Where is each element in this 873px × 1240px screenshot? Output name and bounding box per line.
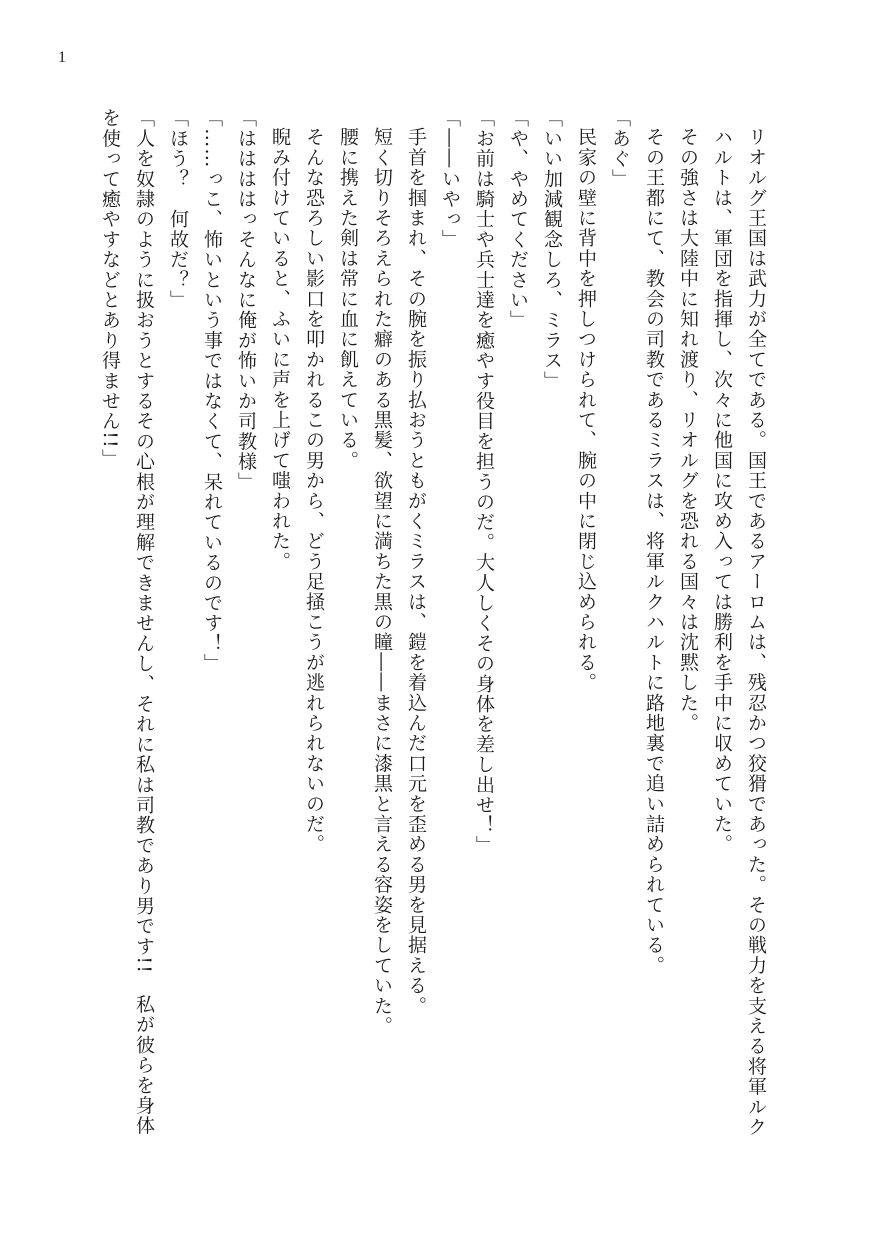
dialogue-line: 「ははははっそんなに俺が怖いか司教様」 <box>235 108 257 492</box>
paragraph: その王都にて、教会の司教であるミラスは、将軍ルクハルトに路地裏で追い詰められている。 <box>643 127 665 976</box>
paragraph: 手首を掴まれ、その腕を振り払おうともがくミラスは、鎧を着込んだ口元を歪める男を見据える。 <box>405 127 427 1016</box>
dialogue-line: 「いい加減観念しろ、ミラス」 <box>541 108 563 391</box>
dialogue-line: 「お前は騎士や兵士達を癒やす役目を担うのだ。大人しくその身体を差し出せ！」 <box>473 108 495 856</box>
paragraph: 民家の壁に背中を押しつけられて、腕の中に閉じ込められる。 <box>575 127 597 693</box>
dialogue-line: 「人を奴隷のように扱おうとするその心根が理解できませんし、それに私は司教であり男です!! 私が彼らを身体を使って癒やすなどとあり得ません!!」 <box>99 108 155 1136</box>
paragraph: リオルグ王国は武力が全てである。国王であるアーロムは、残忍かつ狡猾であった。その戦力を支える将軍ルクハルトは、軍団を指揮し、次々に他国に攻め入っては勝利を手中に収めていた。 <box>711 127 767 1137</box>
page-number: 1 <box>58 49 66 66</box>
paragraph: 短く切りそろえられた癖のある黒髪、欲望に満ちた黒の瞳――まさに漆黒と言える容姿をしていた。 <box>371 127 393 1036</box>
body-text <box>93 108 773 1148</box>
dialogue-line: 「や、やめてください」 <box>507 108 529 331</box>
paragraph: 腰に携えた剣は常に血に飢えている。 <box>337 127 359 471</box>
dialogue-line: 「あぐ」 <box>609 108 631 189</box>
paragraph: 睨み付けていると、ふいに声を上げて嗤われた。 <box>269 127 291 572</box>
paragraph: その強さは大陸中に知れ渡り、リオルグを恐れる国々は沈黙した。 <box>677 127 699 733</box>
dialogue-line: 「……っこ、怖いという事ではなくて、呆れているのです！」 <box>201 108 223 674</box>
dialogue-line: 「ほう？ 何故だ？」 <box>167 108 189 310</box>
dialogue-line: 「――いやっ」 <box>439 108 461 250</box>
paragraph: そんな恐ろしい影口を叩かれるこの男から、どう足掻こうが逃れられないのだ。 <box>303 127 325 855</box>
